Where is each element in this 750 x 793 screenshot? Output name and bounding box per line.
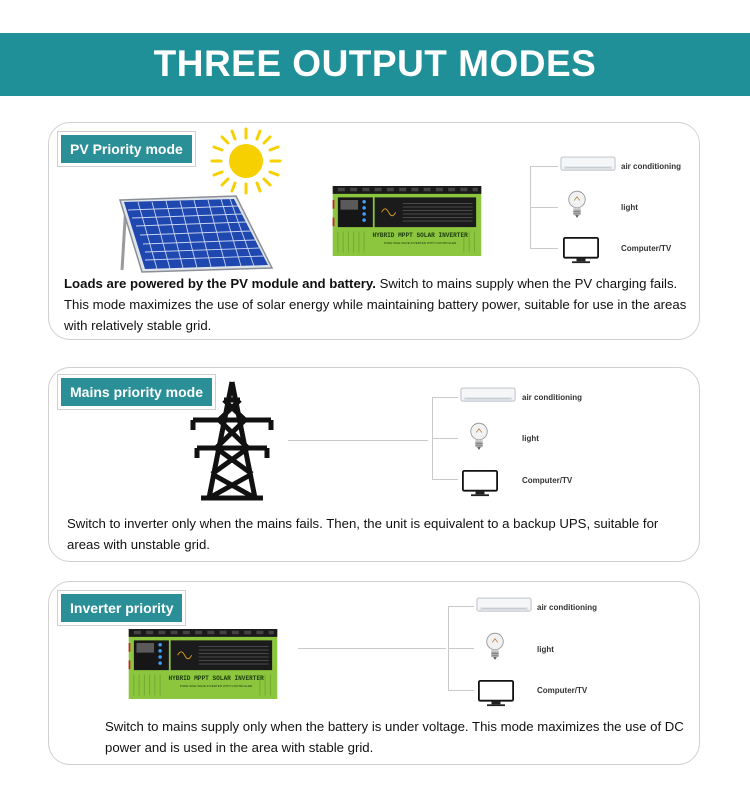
device-label-computer-tv: Computer/TV — [621, 244, 672, 253]
computer-monitor-icon — [563, 237, 599, 264]
connector-line — [432, 479, 458, 480]
connector-line — [448, 648, 474, 649]
device-label-computer-tv: Computer/TV — [537, 686, 588, 695]
air-conditioner-icon — [460, 387, 516, 404]
connector-line — [530, 248, 558, 249]
solar-panel-icon — [114, 194, 274, 276]
description-bold: Loads are powered by the PV module and battery. — [64, 276, 376, 291]
light-bulb-icon — [468, 421, 490, 453]
device-label-computer-tv: Computer/TV — [522, 476, 573, 485]
light-bulb-icon — [566, 189, 588, 221]
connector-line — [448, 690, 474, 691]
mode-tag-mains-priority: Mains priority mode — [58, 375, 215, 409]
device-label-air-conditioning: air conditioning — [621, 162, 681, 171]
sun-icon — [210, 127, 282, 195]
power-line — [288, 440, 428, 441]
page-title: THREE OUTPUT MODES — [153, 43, 597, 84]
computer-monitor-icon — [478, 680, 514, 707]
header-banner — [0, 33, 750, 96]
inverter-icon — [120, 629, 286, 699]
connector-line — [432, 438, 458, 439]
mode-description-pv-priority — [64, 273, 694, 336]
air-conditioner-icon — [560, 156, 616, 173]
power-tower-icon — [189, 378, 275, 502]
device-label-air-conditioning: air conditioning — [522, 393, 582, 402]
light-bulb-icon — [484, 631, 506, 663]
connector-line — [530, 166, 558, 167]
connector-line — [530, 207, 558, 208]
mode-tag-pv-priority: PV Priority mode — [58, 132, 195, 166]
computer-monitor-icon — [462, 470, 498, 497]
mode-tag-inverter-priority: Inverter priority — [58, 591, 185, 625]
inverter-icon — [324, 186, 490, 256]
device-label-light: light — [621, 203, 638, 212]
device-label-light: light — [537, 645, 554, 654]
device-label-light: light — [522, 434, 539, 443]
connector-line — [432, 397, 458, 398]
power-line — [298, 648, 446, 649]
mode-description-inverter-priority: Switch to mains supply only when the battery is under voltage. This mode maximizes the use of DC power and is used in the area with stable grid. — [105, 719, 684, 755]
mode-description-mains-priority: Switch to inverter only when the mains fails. Then, the unit is equivalent to a backup UPS, suitable for areas with unstable grid. — [67, 516, 659, 552]
device-label-air-conditioning: air conditioning — [537, 603, 597, 612]
description-rest: Switch to mains supply when the PV charging fails. This mode maximizes the use of solar energy while maintaining battery power, suitable for use in the areas with relatively stable grid. — [64, 276, 687, 333]
connector-line — [448, 606, 474, 607]
air-conditioner-icon — [476, 597, 532, 614]
